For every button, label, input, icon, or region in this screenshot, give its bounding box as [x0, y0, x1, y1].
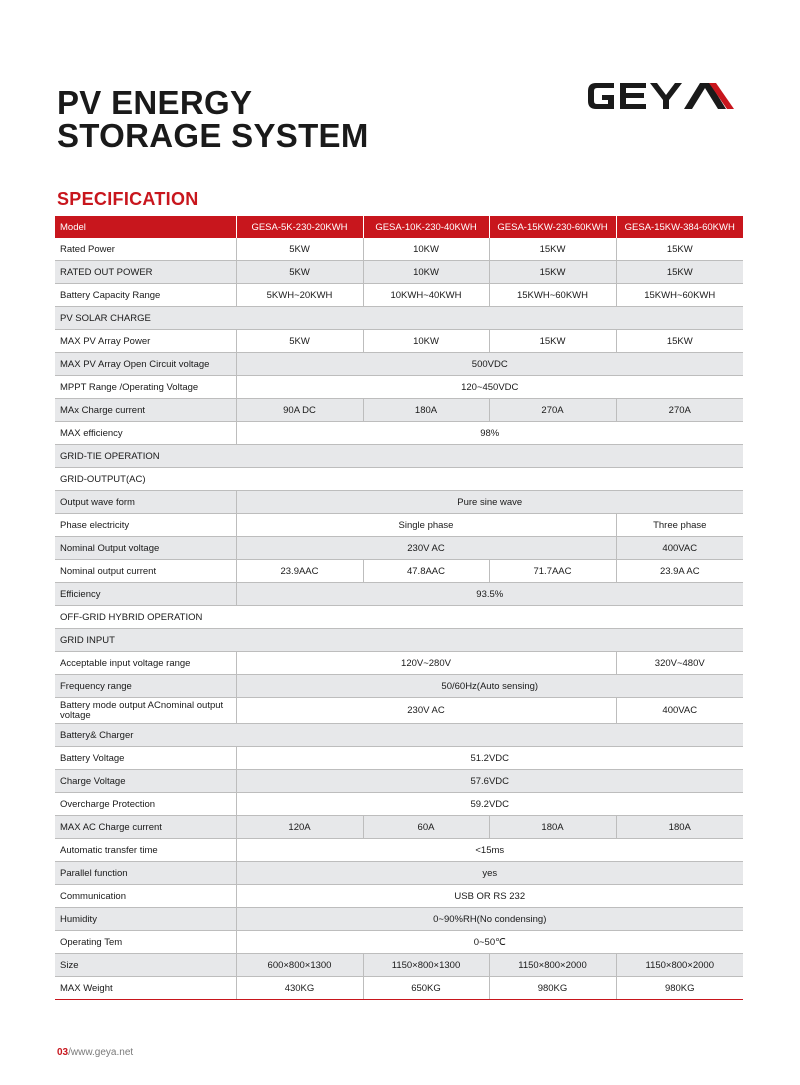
row-label: MPPT Range /Operating Voltage	[55, 376, 236, 399]
table-row	[55, 747, 743, 770]
table-row	[55, 698, 743, 724]
table-row	[55, 537, 743, 560]
cell: 430KG	[236, 977, 363, 1000]
cell: 60A	[363, 816, 489, 839]
section-label: GRID-TIE OPERATION	[55, 445, 743, 468]
table-row	[55, 908, 743, 931]
cell: 270A	[616, 399, 743, 422]
cell: 10KW	[363, 261, 489, 284]
geya-logo	[584, 75, 744, 117]
specification-table	[55, 216, 743, 1000]
header-cell: GESA-10K-230-40KWH	[363, 216, 489, 238]
cell: Single phase	[236, 514, 616, 537]
cell: Three phase	[616, 514, 743, 537]
row-label: Frequency range	[55, 675, 236, 698]
section-label: GRID-OUTPUT(AC)	[55, 468, 743, 491]
table-row	[55, 652, 743, 675]
cell: 180A	[616, 816, 743, 839]
header-cell: GESA-15KW-384-60KWH	[616, 216, 743, 238]
cell: 120A	[236, 816, 363, 839]
cell: 10KW	[363, 238, 489, 261]
cell: yes	[236, 862, 743, 885]
row-label: Rated Power	[55, 238, 236, 261]
cell: 15KW	[616, 330, 743, 353]
row-label: Nominal output current	[55, 560, 236, 583]
section-row	[55, 629, 743, 652]
section-row	[55, 606, 743, 629]
table-row	[55, 675, 743, 698]
header-cell: GESA-5K-230-20KWH	[236, 216, 363, 238]
row-label: MAX PV Array Open Circuit voltage	[55, 353, 236, 376]
row-label: Parallel function	[55, 862, 236, 885]
cell: 320V~480V	[616, 652, 743, 675]
row-label: Charge Voltage	[55, 770, 236, 793]
table-row	[55, 238, 743, 261]
row-label: Overcharge Protection	[55, 793, 236, 816]
table-row	[55, 770, 743, 793]
cell: 0~90%RH(No condensing)	[236, 908, 743, 931]
page-title	[57, 86, 369, 152]
title-line-1: PV ENERGY	[57, 84, 253, 121]
row-label: MAX AC Charge current	[55, 816, 236, 839]
header-cell: Model	[55, 216, 236, 238]
table-row	[55, 560, 743, 583]
table-row	[55, 931, 743, 954]
cell: 400VAC	[616, 698, 743, 724]
cell: 230V AC	[236, 537, 616, 560]
table-row	[55, 793, 743, 816]
row-label: MAx Charge current	[55, 399, 236, 422]
row-label: Battery Capacity Range	[55, 284, 236, 307]
row-label: Automatic transfer time	[55, 839, 236, 862]
cell: 15KW	[489, 238, 616, 261]
cell: 180A	[489, 816, 616, 839]
table-row	[55, 816, 743, 839]
section-label: OFF-GRID HYBRID OPERATION	[55, 606, 743, 629]
cell: 98%	[236, 422, 743, 445]
cell: 50/60Hz(Auto sensing)	[236, 675, 743, 698]
cell: 980KG	[616, 977, 743, 1000]
table-row	[55, 885, 743, 908]
cell: 1150×800×2000	[489, 954, 616, 977]
cell: 0~50℃	[236, 931, 743, 954]
cell: 5KW	[236, 261, 363, 284]
cell: 90A DC	[236, 399, 363, 422]
table-row	[55, 491, 743, 514]
cell: 1150×800×1300	[363, 954, 489, 977]
table-row	[55, 514, 743, 537]
table-row	[55, 376, 743, 399]
cell: 5KWH~20KWH	[236, 284, 363, 307]
table-row	[55, 330, 743, 353]
cell: USB OR RS 232	[236, 885, 743, 908]
table-row	[55, 583, 743, 606]
cell: 15KW	[616, 261, 743, 284]
cell: 15KW	[489, 261, 616, 284]
row-label: MAX efficiency	[55, 422, 236, 445]
table-row	[55, 862, 743, 885]
table-row	[55, 399, 743, 422]
table-header-row	[55, 216, 743, 238]
table-row	[55, 977, 743, 1000]
row-label: Phase electricity	[55, 514, 236, 537]
cell: 180A	[363, 399, 489, 422]
row-label: Acceptable input voltage range	[55, 652, 236, 675]
cell: 23.9A AC	[616, 560, 743, 583]
row-label: Battery mode output ACnominal output voltage	[55, 698, 236, 724]
table-row	[55, 261, 743, 284]
section-row	[55, 445, 743, 468]
footer-url: /www.geya.net	[68, 1047, 134, 1058]
row-label: RATED OUT POWER	[55, 261, 236, 284]
row-label: Nominal Output voltage	[55, 537, 236, 560]
cell: Pure sine wave	[236, 491, 743, 514]
cell: 10KWH~40KWH	[363, 284, 489, 307]
cell: 270A	[489, 399, 616, 422]
row-label: MAX PV Array Power	[55, 330, 236, 353]
cell: 93.5%	[236, 583, 743, 606]
section-label: Battery& Charger	[55, 724, 743, 747]
row-label: Humidity	[55, 908, 236, 931]
cell: 10KW	[363, 330, 489, 353]
section-row	[55, 307, 743, 330]
row-label: Communication	[55, 885, 236, 908]
cell: 400VAC	[616, 537, 743, 560]
table-row	[55, 954, 743, 977]
cell: 5KW	[236, 330, 363, 353]
cell: 600×800×1300	[236, 954, 363, 977]
section-row	[55, 468, 743, 491]
section-label: PV SOLAR CHARGE	[55, 307, 743, 330]
cell: 980KG	[489, 977, 616, 1000]
table-row	[55, 839, 743, 862]
cell: 15KWH~60KWH	[489, 284, 616, 307]
cell: 47.8AAC	[363, 560, 489, 583]
section-row	[55, 724, 743, 747]
cell: 120~450VDC	[236, 376, 743, 399]
cell: 57.6VDC	[236, 770, 743, 793]
table-row	[55, 422, 743, 445]
cell: <15ms	[236, 839, 743, 862]
cell: 51.2VDC	[236, 747, 743, 770]
cell: 1150×800×2000	[616, 954, 743, 977]
cell: 230V AC	[236, 698, 616, 724]
cell: 500VDC	[236, 353, 743, 376]
row-label: Output wave form	[55, 491, 236, 514]
row-label: Efficiency	[55, 583, 236, 606]
cell: 15KW	[616, 238, 743, 261]
specification-heading: SPECIFICATION	[57, 189, 199, 209]
cell: 15KW	[489, 330, 616, 353]
row-label: MAX Weight	[55, 977, 236, 1000]
header-cell: GESA-15KW-230-60KWH	[489, 216, 616, 238]
cell: 15KWH~60KWH	[616, 284, 743, 307]
row-label: Battery Voltage	[55, 747, 236, 770]
cell: 120V~280V	[236, 652, 616, 675]
table-row	[55, 284, 743, 307]
page-footer	[57, 1047, 133, 1058]
table-row	[55, 353, 743, 376]
cell: 650KG	[363, 977, 489, 1000]
cell: 59.2VDC	[236, 793, 743, 816]
page-number: 03	[57, 1047, 69, 1058]
title-line-2: STORAGE SYSTEM	[57, 117, 369, 154]
row-label: Operating Tem	[55, 931, 236, 954]
cell: 5KW	[236, 238, 363, 261]
cell: 71.7AAC	[489, 560, 616, 583]
row-label: Size	[55, 954, 236, 977]
cell: 23.9AAC	[236, 560, 363, 583]
section-label: GRID INPUT	[55, 629, 743, 652]
